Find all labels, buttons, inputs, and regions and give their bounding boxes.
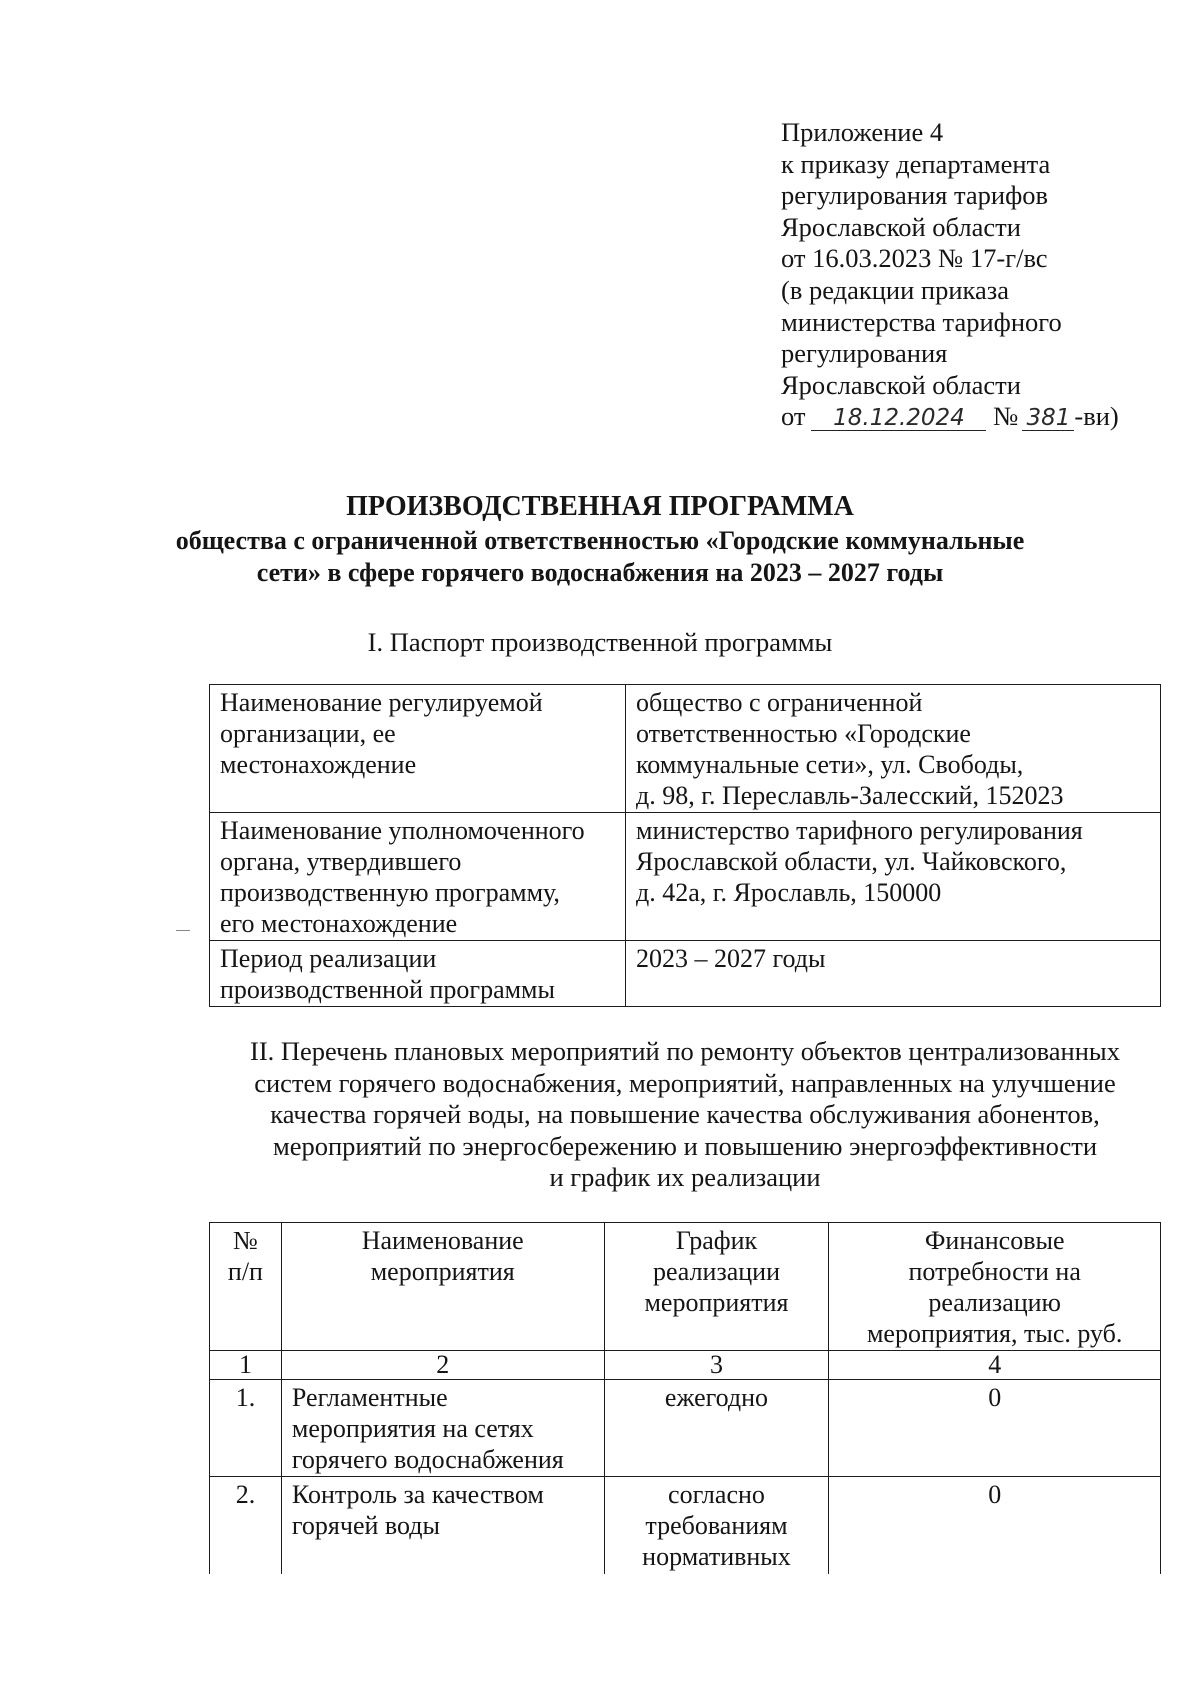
cell-line: министерство тарифного регулирования xyxy=(636,816,1083,845)
table-header-row xyxy=(210,1223,1161,1351)
appendix-line: регулирования xyxy=(781,338,948,369)
measure-cost: 0 xyxy=(829,1380,1161,1477)
subtitle-line: сети» в сфере горячего водоснабжения на 2023 – 2027 годы xyxy=(256,558,944,587)
margin-mark xyxy=(176,930,190,931)
cell-line: д. 98, г. Переславль-Залесский, 152023 xyxy=(636,781,1064,810)
header-line: Финансовые xyxy=(924,1226,1065,1255)
row-number: 1. xyxy=(210,1380,282,1477)
header-line: п/п xyxy=(227,1257,263,1286)
appendix-line: от 16.03.2023 № 17-г/вс xyxy=(781,243,1048,274)
header-line: мероприятия xyxy=(644,1288,789,1317)
section2-heading xyxy=(200,1036,1170,1194)
appendix-line: к приказу департамента xyxy=(781,148,1051,179)
heading-line: мероприятий по энергосбережению и повышению энергоэффективности xyxy=(272,1130,1098,1161)
passport-label-cell xyxy=(210,685,626,813)
cell-line: органа, утвердившего xyxy=(220,847,462,876)
passport-table xyxy=(209,684,1161,1007)
column-number: 1 xyxy=(210,1351,282,1380)
cell-line: его местонахождение xyxy=(220,909,458,938)
amendment-prefix: от xyxy=(781,401,806,432)
header-line: потребности на xyxy=(908,1257,1081,1286)
cell-line: 2023 – 2027 годы xyxy=(636,944,826,973)
measure-cost: 0 xyxy=(829,1477,1161,1575)
cell-line: Период реализации xyxy=(220,944,437,973)
cell-line: Ярославской области, ул. Чайковского, xyxy=(636,847,1067,876)
measure-name xyxy=(281,1380,604,1477)
column-number: 3 xyxy=(604,1351,829,1380)
header-line: № xyxy=(233,1226,258,1255)
column-number: 2 xyxy=(281,1351,604,1380)
cell-line: местонахождение xyxy=(220,750,417,779)
appendix-amendment-line xyxy=(781,401,1181,433)
cell-line: коммунальные сети», ул. Свободы, xyxy=(636,750,1024,779)
cell-line: Контроль за качеством xyxy=(291,1480,544,1509)
heading-line: II. Перечень плановых мероприятий по ремонту объектов централизованных xyxy=(250,1036,1120,1066)
column-number: 4 xyxy=(829,1351,1161,1380)
cell-line: общество с ограниченной xyxy=(636,688,923,717)
header-line: Наименование xyxy=(361,1226,524,1255)
column-header xyxy=(829,1223,1161,1351)
cell-line: производственную программу, xyxy=(220,878,560,907)
document-subtitle xyxy=(0,525,1200,589)
passport-value-cell xyxy=(626,685,1161,813)
measure-name xyxy=(281,1477,604,1575)
cell-line: требованиям xyxy=(645,1511,788,1540)
document-title: ПРОИЗВОДСТВЕННАЯ ПРОГРАММА xyxy=(346,491,854,522)
amendment-number-sign: № xyxy=(993,401,1019,432)
appendix-line: регулирования тарифов xyxy=(781,180,1049,211)
handwritten-date: 18.12.2024 xyxy=(811,406,986,431)
column-header xyxy=(210,1223,282,1351)
table-row xyxy=(210,685,1161,813)
appendix-line: министерства тарифного xyxy=(781,306,1062,337)
appendix-line: Ярославской области xyxy=(781,211,1021,242)
appendix-block xyxy=(781,117,1181,433)
column-number-row xyxy=(210,1351,1161,1380)
cell-line: мероприятия на сетях xyxy=(291,1414,534,1443)
table-row xyxy=(210,941,1161,1007)
appendix-line: Приложение 4 xyxy=(781,117,944,147)
appendix-line: (в редакции приказа xyxy=(781,274,1009,305)
cell-line: горячей воды xyxy=(291,1511,440,1540)
cell-line: организации, ее xyxy=(220,719,396,748)
column-header xyxy=(281,1223,604,1351)
cell-line: согласно xyxy=(668,1480,765,1509)
table-row xyxy=(210,813,1161,941)
cell-line: ответственностью «Городские xyxy=(636,719,971,748)
cell-line: производственной программы xyxy=(220,975,555,1004)
column-header xyxy=(604,1223,829,1351)
measure-schedule xyxy=(604,1477,829,1575)
cell-line: Наименование регулируемой xyxy=(220,688,543,717)
passport-value-cell xyxy=(626,813,1161,941)
measure-schedule xyxy=(604,1380,829,1477)
appendix-line: Ярославской области xyxy=(781,369,1021,400)
cell-line: Наименование уполномоченного xyxy=(220,816,585,845)
header-line: График xyxy=(675,1226,758,1255)
passport-label-cell xyxy=(210,813,626,941)
measures-table xyxy=(209,1222,1161,1574)
header-line: мероприятия xyxy=(370,1257,515,1286)
header-line: мероприятия, тыс. руб. xyxy=(866,1319,1123,1348)
passport-label-cell xyxy=(210,941,626,1007)
cell-line: Регламентные xyxy=(291,1383,448,1412)
heading-line: качества горячей воды, на повышение качества обслуживания абонентов, xyxy=(270,1099,1100,1129)
amendment-suffix: -ви) xyxy=(1074,401,1119,432)
handwritten-number: 381 xyxy=(1022,406,1074,431)
row-number: 2. xyxy=(210,1477,282,1575)
table-row xyxy=(210,1380,1161,1477)
header-line: реализацию xyxy=(928,1288,1061,1317)
cell-line: горячего водоснабжения xyxy=(291,1445,564,1474)
header-line: реализации xyxy=(652,1257,781,1286)
cell-line: д. 42а, г. Ярославль, 150000 xyxy=(636,878,942,907)
subtitle-line: общества с ограниченной ответственностью «Городские коммунальные xyxy=(175,526,1025,555)
cell-line: ежегодно xyxy=(664,1383,769,1412)
heading-line: систем горячего водоснабжения, мероприятий, направленных на улучшение xyxy=(254,1067,1116,1098)
passport-value-cell xyxy=(626,941,1161,1007)
table-row xyxy=(210,1477,1161,1575)
heading-line: и график их реализации xyxy=(549,1162,821,1192)
cell-line: нормативных xyxy=(642,1542,791,1571)
section1-heading: I. Паспорт производственной программы xyxy=(367,627,833,657)
